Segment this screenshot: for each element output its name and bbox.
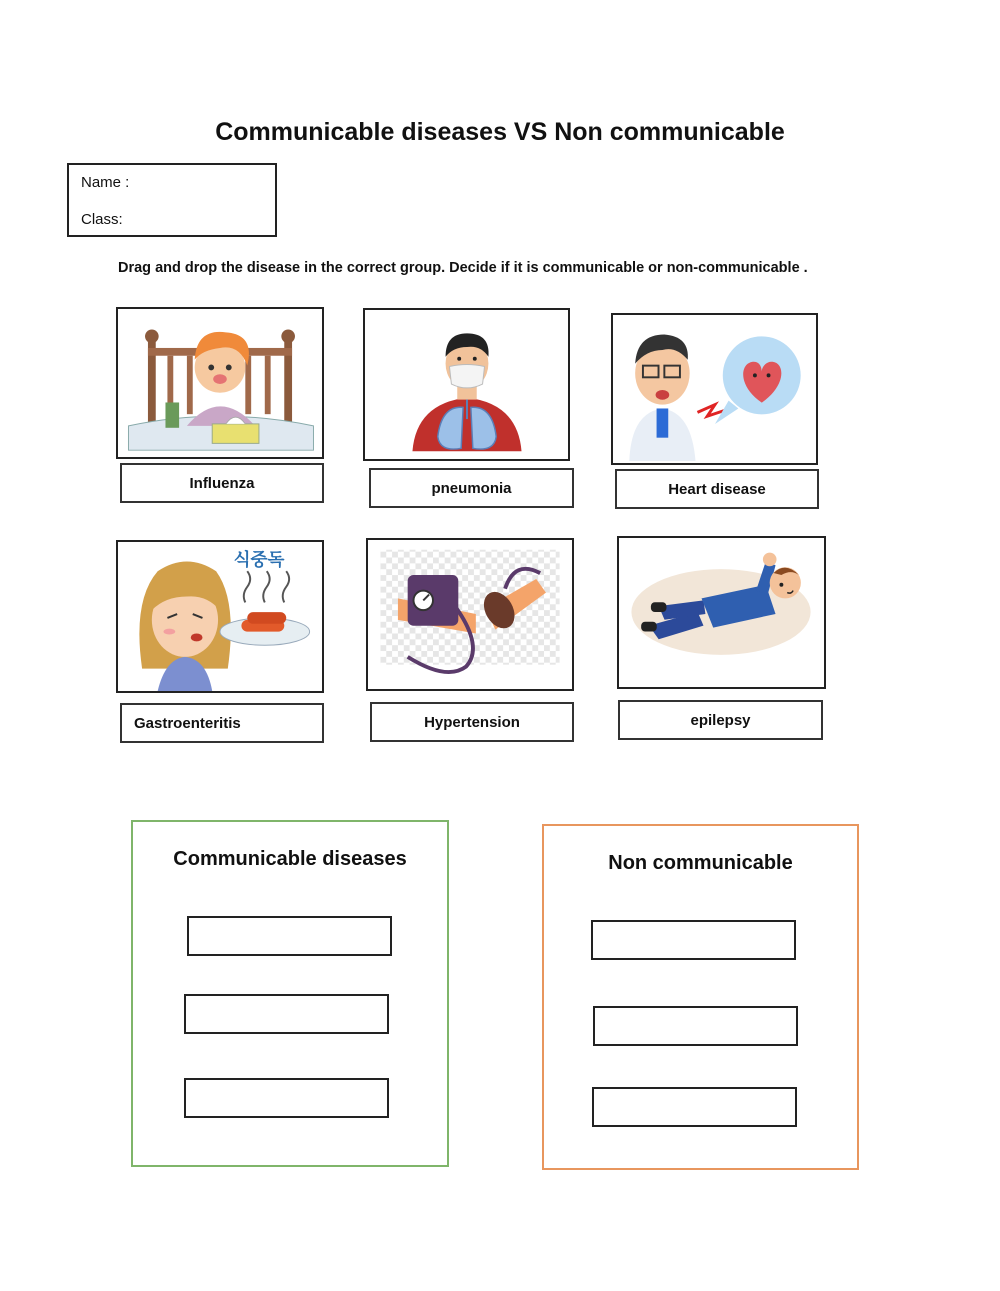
card-gastroenteritis[interactable]: Gastroenteritis <box>120 703 324 743</box>
pneumonia-image <box>363 308 570 461</box>
card-pneumonia[interactable]: pneumonia <box>369 468 574 508</box>
non-communicable-slot-2[interactable] <box>593 1006 798 1046</box>
influenza-image <box>116 307 324 459</box>
food-poisoning-text: 식중독 <box>233 550 285 571</box>
non-communicable-slot-1[interactable] <box>591 920 796 960</box>
communicable-drop-zone[interactable] <box>131 820 449 1167</box>
card-hypertension[interactable]: Hypertension <box>370 702 574 742</box>
nauseous-girl-food-icon <box>118 542 322 691</box>
sick-person-in-bed-icon <box>118 309 322 457</box>
instructions: Drag and drop the disease in the correct group. Decide if it is communicable or non-communicable . <box>118 260 808 276</box>
communicable-slot-3[interactable] <box>184 1078 389 1118</box>
class-label: Class: <box>81 211 123 228</box>
name-label: Name : <box>81 174 130 191</box>
communicable-slot-1[interactable] <box>187 916 392 956</box>
card-influenza[interactable]: Influenza <box>120 463 324 503</box>
card-heart-disease[interactable]: Heart disease <box>615 469 819 509</box>
page-title: Communicable diseases VS Non communicable <box>215 118 785 146</box>
gastroenteritis-image <box>116 540 324 693</box>
student-info-box <box>67 163 277 237</box>
masked-person-lungs-icon <box>365 310 568 459</box>
epilepsy-image <box>617 536 826 689</box>
blood-pressure-cuff-icon <box>368 540 572 689</box>
card-epilepsy[interactable]: epilepsy <box>618 700 823 740</box>
non-communicable-slot-3[interactable] <box>592 1087 797 1127</box>
seizure-person-icon <box>619 538 824 687</box>
heart-disease-image <box>611 313 818 465</box>
non-communicable-drop-zone[interactable] <box>542 824 859 1170</box>
communicable-heading: Communicable diseases <box>173 848 407 870</box>
non-communicable-heading: Non communicable <box>608 852 793 874</box>
heart-pain-icon <box>613 315 816 463</box>
hypertension-image <box>366 538 574 691</box>
communicable-slot-2[interactable] <box>184 994 389 1034</box>
